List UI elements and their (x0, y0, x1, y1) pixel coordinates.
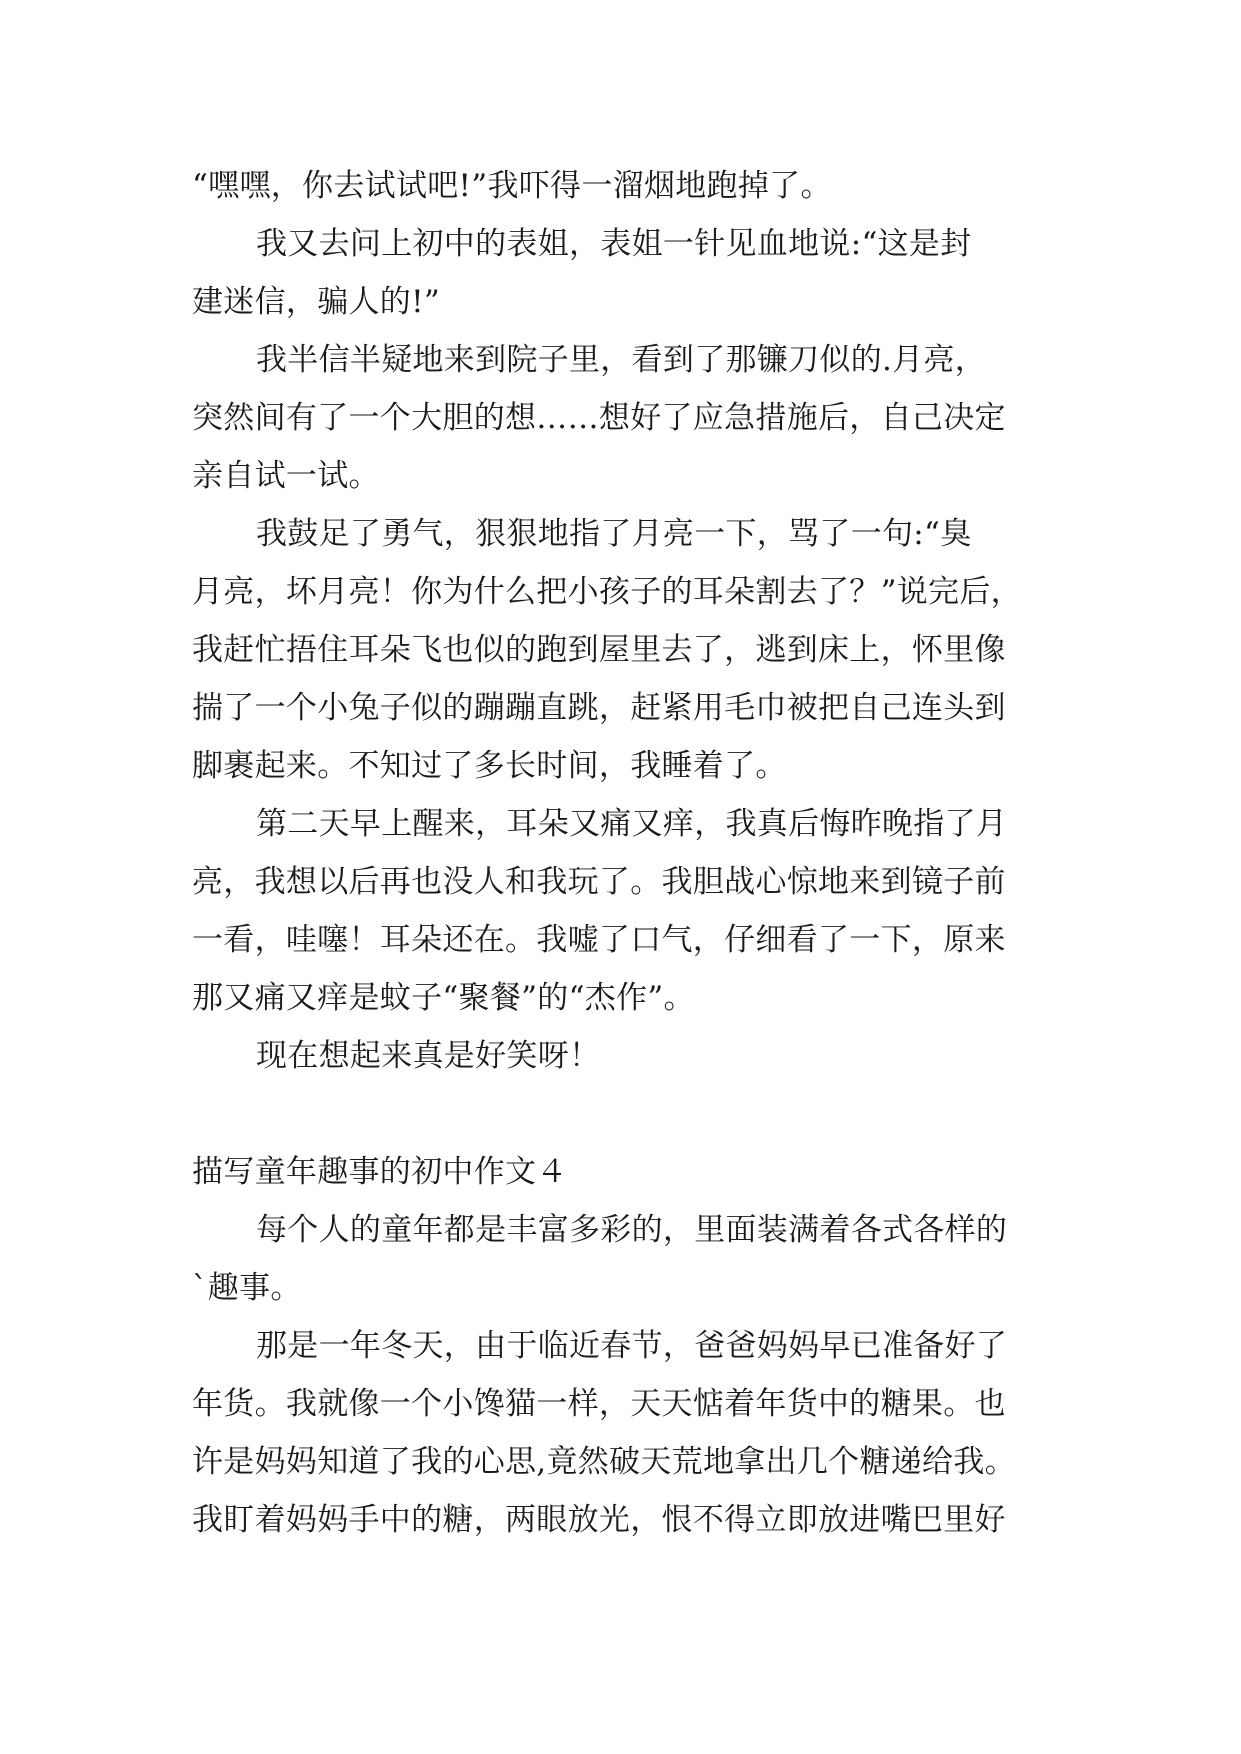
document-body (192, 157, 1052, 1549)
text-line: 亮，我想以后再也没人和我玩了。我胆战心惊地来到镜子前 (192, 864, 1006, 900)
text-line: 亲自试一试。 (192, 458, 380, 494)
text-line: 年货。我就像一个小馋猫一样，天天惦着年货中的糖果。也 (192, 1386, 1006, 1422)
text-line: 月亮，坏月亮！你为什么把小孩子的耳朵割去了？”说完后， (192, 574, 1022, 610)
paragraph-start-line: 那是一年冬天，由于临近春节，爸爸妈妈早已准备好了 (256, 1328, 1008, 1364)
paragraph-start-line: 我半信半疑地来到院子里，看到了那镰刀似的.月亮， (256, 342, 987, 378)
text-line: 建迷信，骗人的!” (192, 284, 441, 320)
paragraph-start-line: 现在想起来真是好笑呀！ (256, 1038, 601, 1074)
text-line: 我盯着妈妈手中的糖，两眼放光，恨不得立即放进嘴巴里好 (192, 1502, 1006, 1538)
text-line: 一看，哇噻！耳朵还在。我嘘了口气，仔细看了一下，原来 (192, 922, 1006, 958)
paragraph-start-line: 我又去问上初中的表姐，表姐一针见血地说:“这是封 (256, 226, 972, 262)
text-line: 那又痛又痒是蚊子“聚餐”的“杰作”。 (192, 980, 695, 1016)
text-line: 脚裹起来。不知过了多长时间，我睡着了。 (192, 748, 787, 784)
section-heading: 描写童年趣事的初中作文４ (192, 1154, 568, 1190)
text-line: 突然间有了一个大胆的想……想好了应急措施后，自己决定 (192, 400, 1006, 436)
text-line: 揣了一个小兔子似的蹦蹦直跳，赶紧用毛巾被把自己连头到 (192, 690, 1006, 726)
text-line: 许是妈妈知道了我的心思,竟然破天荒地拿出几个糖递给我。 (192, 1444, 1016, 1480)
paragraph-start-line: 我鼓足了勇气，狠狠地指了月亮一下，骂了一句:“臭 (256, 516, 972, 552)
text-line: 我赶忙捂住耳朵飞也似的跑到屋里去了，逃到床上，怀里像 (192, 632, 1006, 668)
paragraph-start-line: 第二天早上醒来，耳朵又痛又痒，我真后悔昨晚指了月 (256, 806, 1008, 842)
text-line: `趣事。 (192, 1270, 302, 1306)
paragraph-start-line: 每个人的童年都是丰富多彩的，里面装满着各式各样的 (256, 1212, 1008, 1248)
text-line: “嘿嘿，你去试试吧!”我吓得一溜烟地跑掉了。 (192, 168, 832, 204)
section-spacer (192, 1085, 1052, 1143)
